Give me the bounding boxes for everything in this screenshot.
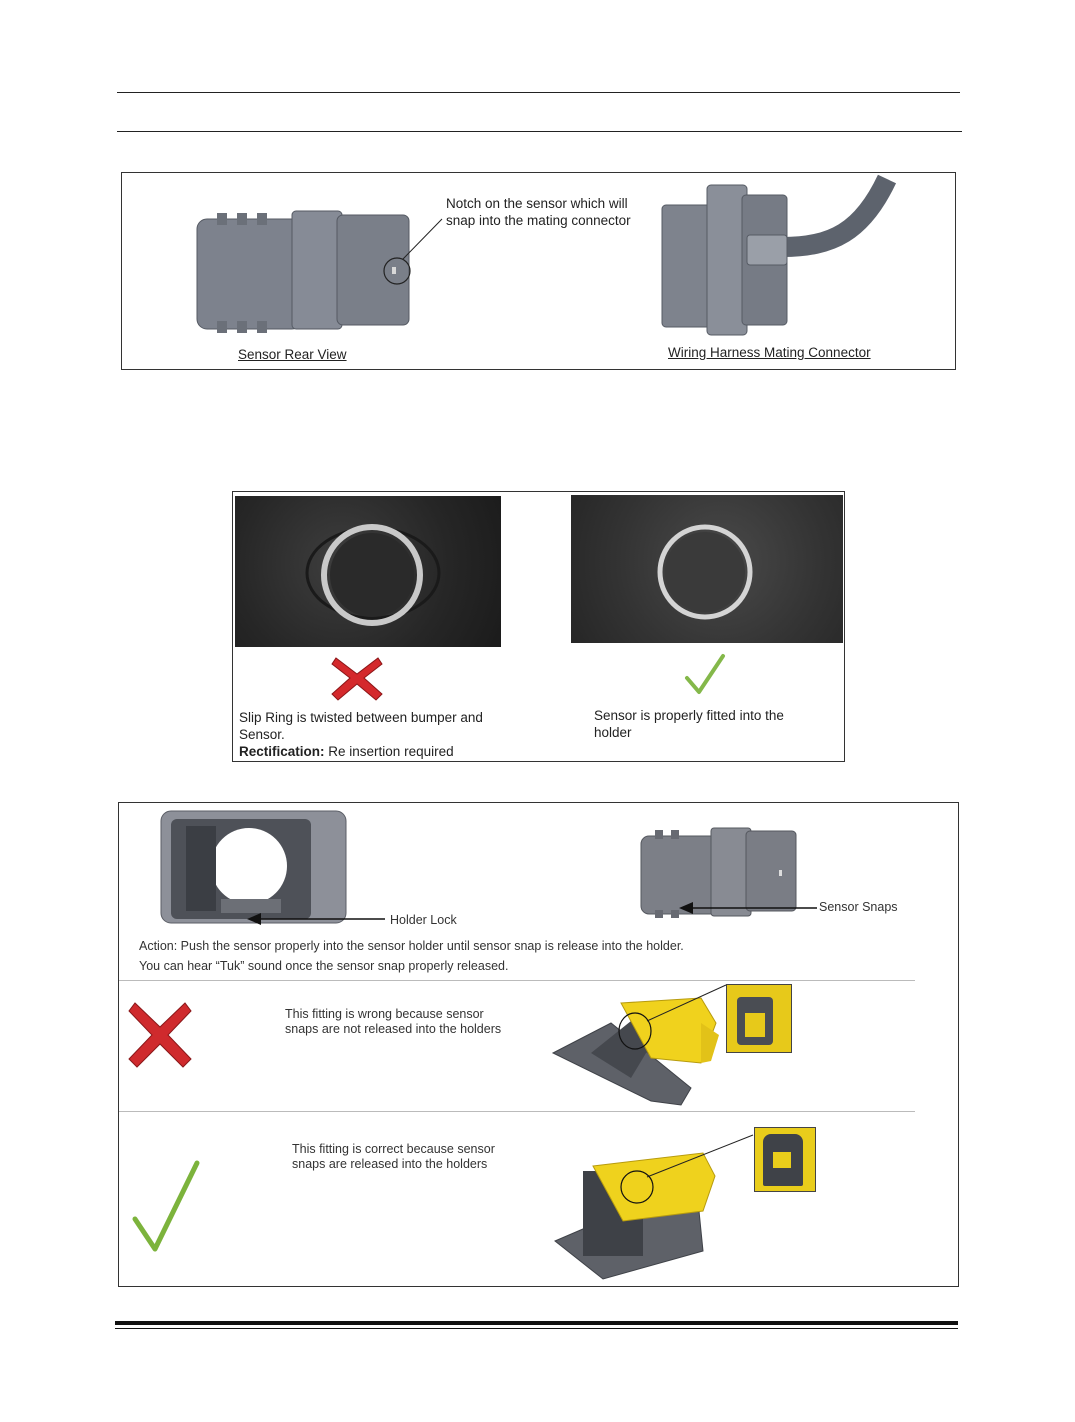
section-divider-2 (119, 1111, 915, 1112)
red-cross-icon (330, 654, 384, 702)
sensor-holder-image (161, 811, 351, 923)
header-rule-top (117, 92, 960, 93)
wrong-fitting-cross-icon (127, 999, 193, 1071)
sensor-fitted-ring (571, 495, 843, 643)
sensor-holder-fitting-panel (118, 802, 959, 1287)
holder-lock-arrow (247, 911, 387, 927)
wiring-harness-connector-image (662, 177, 897, 335)
rectification-text: Re insertion required (328, 744, 454, 759)
action-line-1: Action: Push the sensor properly into the sensor holder until sensor snap is release into the holder. (139, 939, 684, 953)
holder-lock-label: Holder Lock (390, 913, 457, 927)
correct-fitting-line-1: This fitting is correct because sensor (292, 1142, 495, 1156)
correct-fitting-line-2: snaps are released into the holders (292, 1157, 488, 1171)
sensor-snaps-label: Sensor Snaps (819, 900, 898, 914)
wrong-fitting-line-1: This fitting is wrong because sensor (285, 1007, 484, 1021)
sensor-fitted-text: Sensor is properly fitted into the holder (594, 708, 784, 740)
green-check-icon (685, 654, 725, 696)
slip-ring-wrong-text (239, 709, 504, 760)
sensor-rear-view-image (197, 209, 417, 334)
rectification-label: Rectification: (239, 744, 325, 759)
correct-fitting-check-icon (131, 1159, 201, 1255)
connector-figure-panel (121, 172, 956, 370)
harness-connector-label: Wiring Harness Mating Connector (668, 345, 871, 360)
sensor-rear-view-label: Sensor Rear View (238, 347, 347, 362)
wrong-fitting-zoom (726, 984, 792, 1053)
wrong-fitting-line-2: snaps are not released into the holders (285, 1022, 502, 1036)
correct-fitting-zoom (754, 1127, 816, 1192)
sensor-snaps-arrow (679, 900, 819, 916)
slip-ring-twisted-ring (235, 496, 501, 647)
section-divider-1 (119, 980, 915, 981)
slip-ring-comparison-panel (232, 491, 845, 762)
footer-rule-thick (115, 1321, 958, 1325)
footer-rule-thin (115, 1328, 958, 1329)
slip-ring-wrong-description: Slip Ring is twisted between bumper and Sensor. (239, 710, 483, 742)
notch-note: Notch on the sensor which will snap into the mating connector (446, 196, 631, 228)
action-line-2: You can hear “Tuk” sound once the sensor snap properly released. (139, 959, 509, 973)
header-rule-bottom (117, 131, 962, 132)
